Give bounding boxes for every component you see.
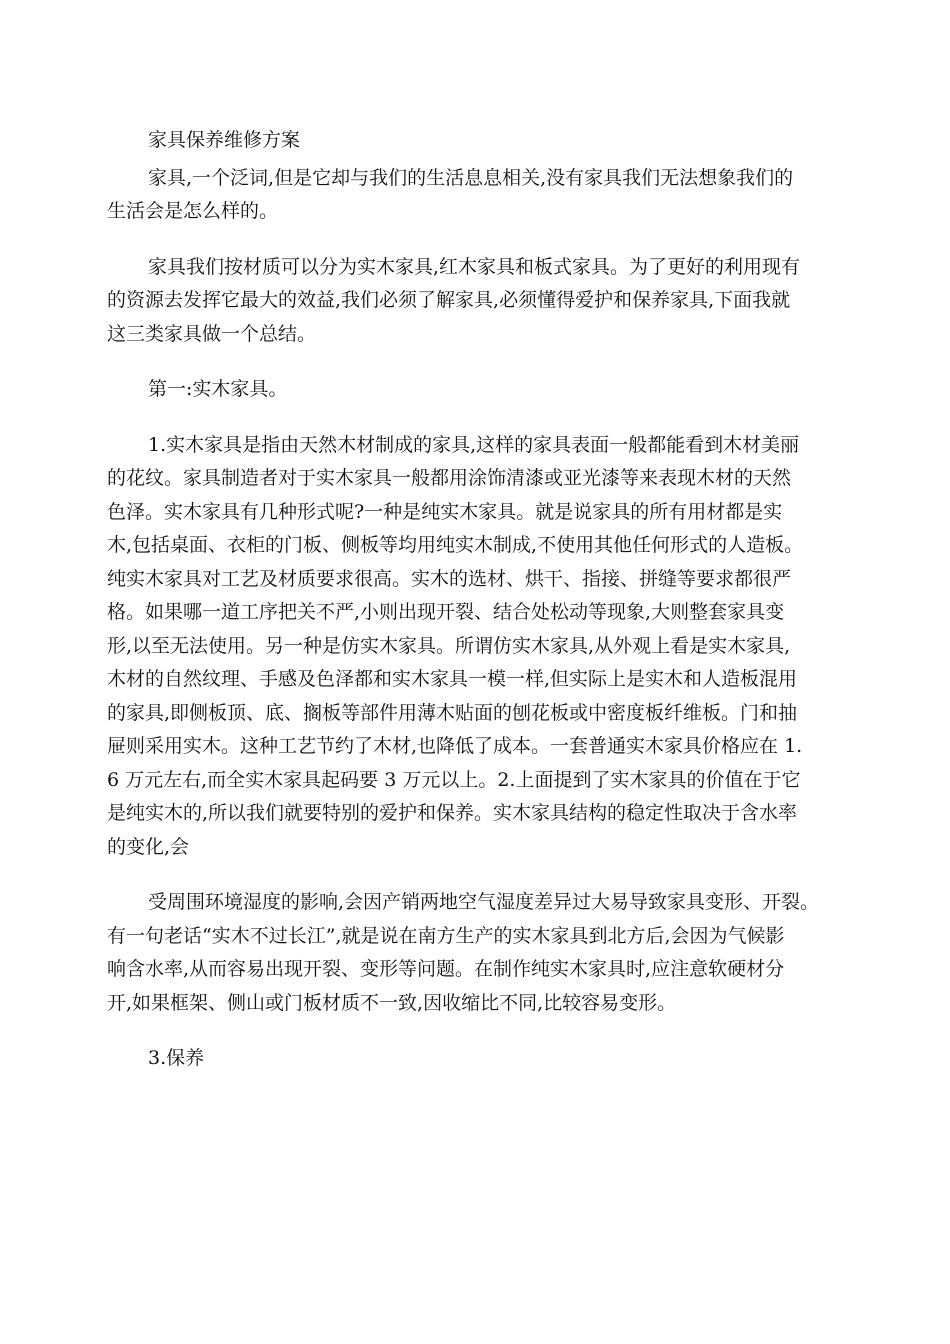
document-title (107, 124, 857, 158)
text-line: 的变化,会 (107, 835, 190, 858)
section-heading-maintenance (107, 1042, 857, 1076)
text-line: 的资源去发挥它最大的效益,我们必须了解家具,必须懂得爱护和保养家具,下面我就 (107, 289, 791, 311)
text-line: 6 万元左右,而全实木家具起码要 3 万元以上。2.上面提到了实木家具的价值在于它 (107, 768, 801, 791)
text-line: 纯实木家具对工艺及材质要求很高。实木的选材、烘干、指接、拼缝等要求都很严 (107, 567, 792, 590)
paragraph-intro (107, 162, 857, 229)
text-line: 格。如果哪一道工序把关不严,小则出现开裂、结合处松动等现象,大则整套家具变 (107, 601, 785, 623)
text-line: 响含水率,从而容易出现开裂、变形等问题。在制作纯实木家具时,应注意软硬材分 (107, 958, 785, 980)
text-line: 1.实木家具是指由天然木材制成的家具,这样的家具表面一般都能看到木材美丽 (148, 433, 800, 456)
text-line: 开,如果框架、侧山或门板材质不一致,因收缩比不同,比较容易变形。 (107, 991, 677, 1014)
text-line: 的花纹。家具制造者对于实木家具一般都用涂饰清漆或亚光漆等来表现木材的天然 (107, 467, 792, 489)
text-line: 形,以至无法使用。另一种是仿实木家具。所谓仿实木家具,从外观上看是实木家具, (107, 634, 791, 657)
text-line: 生活会是怎么样的。 (107, 200, 279, 222)
text-line: 这三类家具做一个总结。 (107, 322, 317, 345)
paragraph-categories (107, 251, 857, 352)
text-line: 受周围环境湿度的影响,会因产销两地空气湿度差异过大易导致家具变形、开裂。 (148, 891, 820, 913)
document-body (107, 124, 857, 1076)
paragraph-humidity (107, 886, 857, 1020)
text-line: 3.保养 (148, 1047, 205, 1069)
text-line: 屉则采用实木。这种工艺节约了木材,也降低了成本。一套普通实木家具价格应在 1. (107, 735, 803, 757)
section-heading-solid-wood (107, 373, 857, 407)
text-line: 家具我们按材质可以分为实木家具,红木家具和板式家具。为了更好的利用现有 (148, 255, 801, 278)
title-line: 家具保养维修方案 (148, 129, 301, 151)
text-line: 的家具,即侧板顶、底、搁板等部件用薄木贴面的刨花板或中密度板纤维板。门和抽 (107, 701, 798, 724)
text-line: 第一:实木家具。 (148, 378, 288, 400)
paragraph-solid-wood-detail (107, 429, 857, 865)
text-line: 家具,一个泛词,但是它却与我们的生活息息相关,没有家具我们无法想象我们的 (148, 166, 794, 189)
text-line: 是纯实木的,所以我们就要特别的爱护和保养。实木家具结构的稳定性取决于含水率 (107, 802, 798, 824)
text-line: 色泽。实木家具有几种形式呢?一种是纯实木家具。就是说家具的所有用材都是实 (107, 500, 783, 523)
text-line: 有一句老话“实木不过长江”,就是说在南方生产的实木家具到北方后,会因为气候影 (107, 924, 785, 947)
text-line: 木材的自然纹理、手感及色泽都和实木家具一模一样,但实际上是实木和人造板混用 (107, 668, 798, 690)
text-line: 木,包括桌面、衣柜的门板、侧板等均用纯实木制成,不使用其他任何形式的人造板。 (107, 534, 804, 556)
